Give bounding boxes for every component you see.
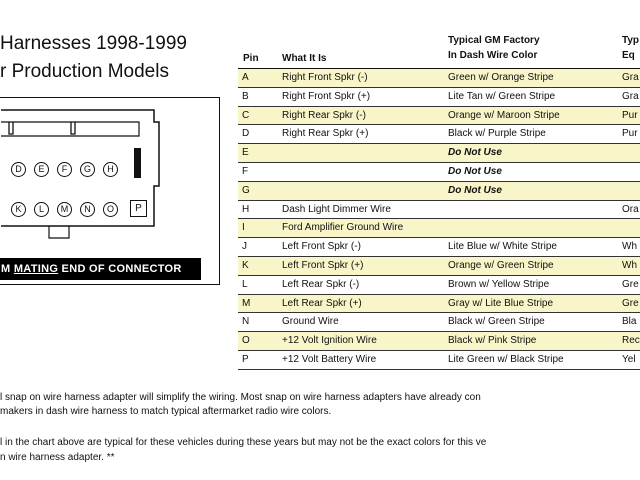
- cell-pin: O: [242, 335, 250, 347]
- pin-p: P: [130, 200, 147, 217]
- cell-pin: M: [242, 297, 251, 309]
- cell-what: Left Front Spkr (+): [282, 259, 364, 271]
- cell-pin: K: [242, 259, 249, 271]
- cell-pin: P: [242, 353, 249, 365]
- banner-suffix: END OF CONNECTOR: [58, 263, 182, 275]
- cell-color: Do Not Use: [448, 165, 502, 177]
- cell-pin: L: [242, 278, 248, 290]
- cell-equivalent: Gre: [622, 297, 639, 309]
- cell-pin: G: [242, 184, 250, 196]
- table-row: [238, 125, 640, 144]
- cell-equivalent: Gra: [622, 72, 639, 83]
- table-row: [238, 201, 640, 220]
- cell-what: Right Front Spkr (+): [282, 90, 371, 102]
- cell-color: Lite Tan w/ Green Stripe: [448, 90, 556, 102]
- pin-e: E: [34, 162, 49, 177]
- cell-what: Left Front Spkr (-): [282, 241, 361, 253]
- table-row: [238, 163, 640, 182]
- cell-equivalent: Rec: [622, 335, 640, 347]
- table-row: [238, 332, 640, 351]
- note-line3: l in the chart above are typical for these vehicles during these years but may not be the exact colors for this ve: [0, 437, 487, 448]
- cell-pin: I: [242, 222, 245, 234]
- cell-equivalent: Gre: [622, 278, 639, 290]
- cell-pin: C: [242, 109, 250, 121]
- cell-equivalent: Gra: [622, 90, 639, 102]
- table-row: [238, 276, 640, 295]
- note-line4: n wire harness adapter. **: [0, 452, 115, 463]
- connector-banner: [0, 258, 201, 280]
- pin-d: D: [11, 162, 26, 177]
- cell-what: Ground Wire: [282, 316, 339, 328]
- cell-equivalent: Yel: [622, 353, 636, 365]
- cell-color: Black w/ Pink Stripe: [448, 335, 537, 347]
- table-row: [238, 238, 640, 257]
- pin-h: H: [103, 162, 118, 177]
- cell-pin: B: [242, 90, 249, 102]
- header-color-line2: In Dash Wire Color: [448, 50, 538, 61]
- table-row: [238, 295, 640, 314]
- connector-diagram: [0, 97, 220, 285]
- table-row: [238, 107, 640, 126]
- cell-what: +12 Volt Ignition Wire: [282, 335, 377, 347]
- cell-color: Green w/ Orange Stripe: [448, 72, 554, 83]
- page-title-line1: Harnesses 1998-1999: [0, 33, 187, 54]
- cell-color: Brown w/ Yellow Stripe: [448, 278, 550, 290]
- pin-l: L: [34, 202, 49, 217]
- cell-equivalent: Wh: [622, 259, 637, 271]
- header-what: What It Is: [282, 53, 327, 64]
- note-line2: makers in dash wire harness to match typical aftermarket radio wire colors.: [0, 406, 332, 417]
- cell-color: Lite Green w/ Black Stripe: [448, 353, 564, 365]
- cell-color: Gray w/ Lite Blue Stripe: [448, 297, 554, 309]
- pin-n: N: [80, 202, 95, 217]
- pin-g: G: [80, 162, 95, 177]
- cell-equivalent: Bla: [622, 316, 637, 328]
- header-eq-line2: Eq: [622, 50, 635, 61]
- cell-what: Right Rear Spkr (+): [282, 128, 369, 140]
- note-line1: l snap on wire harness adapter will simplify the wiring. Most snap on wire harness adapters have already con: [0, 392, 481, 403]
- cell-pin: A: [242, 72, 249, 83]
- pin-table: [238, 69, 640, 370]
- cell-pin: H: [242, 203, 250, 215]
- cell-what: Ford Amplifier Ground Wire: [282, 222, 404, 234]
- table-row: [238, 69, 640, 88]
- cell-equivalent: Ora: [622, 203, 639, 215]
- cell-what: Right Front Spkr (-): [282, 72, 368, 83]
- cell-equivalent: Pur: [622, 128, 638, 140]
- cell-pin: E: [242, 147, 249, 159]
- cell-pin: J: [242, 241, 247, 253]
- cell-color: Do Not Use: [448, 147, 502, 159]
- table-row: [238, 182, 640, 201]
- cell-color: Do Not Use: [448, 184, 502, 196]
- pin-k: K: [11, 202, 26, 217]
- cell-color: Lite Blue w/ White Stripe: [448, 241, 557, 253]
- cell-color: Orange w/ Green Stripe: [448, 259, 554, 271]
- cell-what: Left Rear Spkr (-): [282, 278, 360, 290]
- table-row: [238, 257, 640, 276]
- page-title-line2: r Production Models: [0, 61, 169, 82]
- cell-pin: D: [242, 128, 250, 140]
- cell-color: Orange w/ Maroon Stripe: [448, 109, 560, 121]
- cell-pin: F: [242, 165, 249, 177]
- header-color-line1: Typical GM Factory: [448, 35, 540, 46]
- cell-what: Right Rear Spkr (-): [282, 109, 366, 121]
- header-pin: Pin: [243, 53, 259, 64]
- cell-color: Black w/ Purple Stripe: [448, 128, 546, 140]
- pin-o: O: [103, 202, 118, 217]
- banner-prefix: M: [1, 263, 14, 275]
- table-row: [238, 313, 640, 332]
- cell-what: Left Rear Spkr (+): [282, 297, 362, 309]
- table-row: [238, 88, 640, 107]
- cell-pin: N: [242, 316, 250, 328]
- pin-m: M: [57, 202, 72, 217]
- cell-what: +12 Volt Battery Wire: [282, 353, 377, 365]
- pin-f: F: [57, 162, 72, 177]
- table-row: [238, 144, 640, 163]
- cell-equivalent: Wh: [622, 241, 637, 253]
- table-row: [238, 219, 640, 238]
- header-eq-line1: Typ: [622, 35, 640, 46]
- banner-mating: MATING: [13, 263, 59, 275]
- cell-what: Dash Light Dimmer Wire: [282, 203, 391, 215]
- cell-color: Black w/ Green Stripe: [448, 316, 545, 328]
- table-row: [238, 351, 640, 370]
- cell-equivalent: Pur: [622, 109, 638, 121]
